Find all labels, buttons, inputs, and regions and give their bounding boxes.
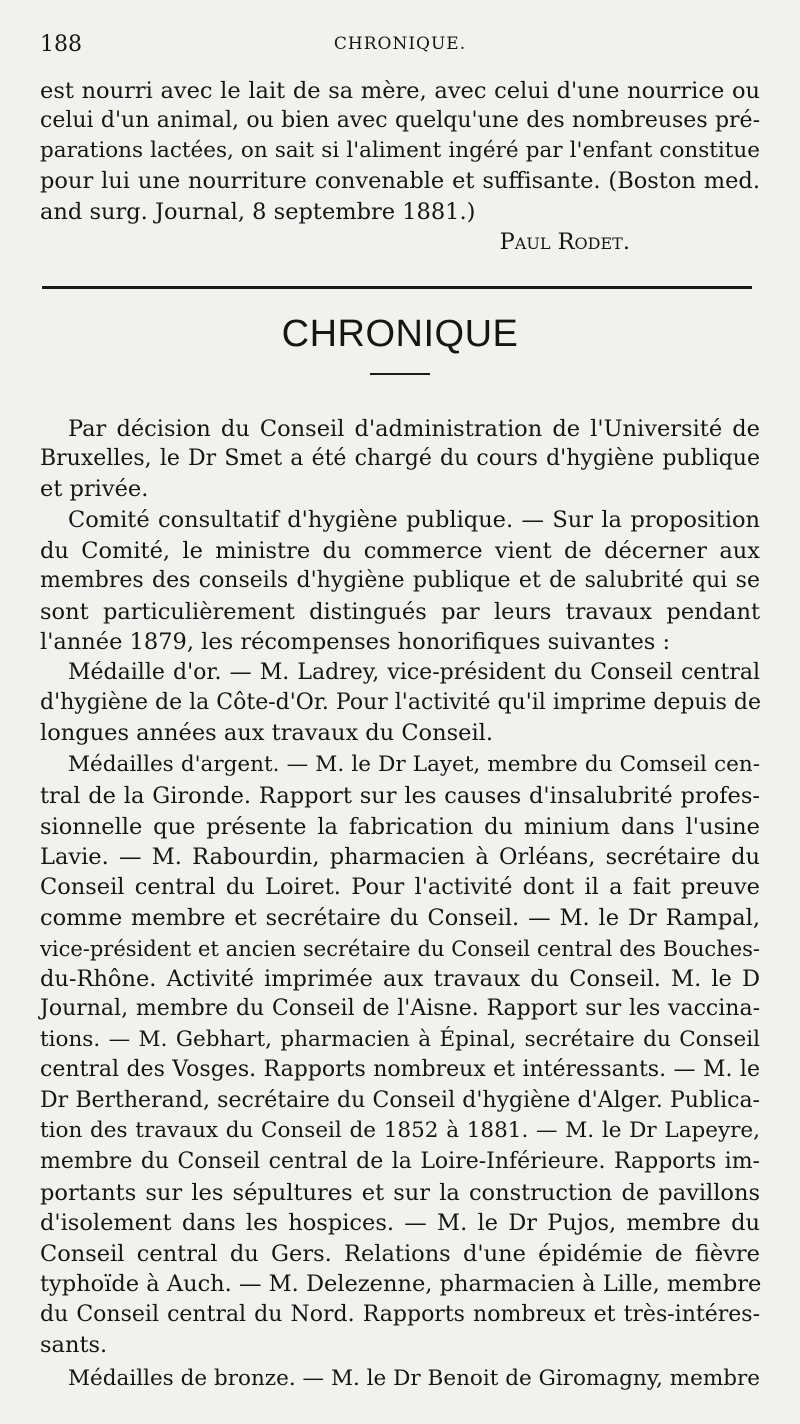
body-line: d'hygiène de la Côte-d'Or. Pour l'activité qu'il imprime depuis de (40, 690, 762, 715)
body-line: Dr Bertherand, secrétaire du Conseil d'hygiène d'Alger. Publica- (40, 1088, 760, 1113)
body-line: du Conseil central du Nord. Rapports nombreux et très-intéres- (40, 1302, 760, 1327)
body-line: typhoïde à Auch. — M. Delezenne, pharmacien à Lille, membre (40, 1271, 762, 1297)
body-line: Bruxelles, le Dr Smet a été chargé du cours d'hygiène publique (40, 446, 760, 471)
body-line: sont particulièrement distingués par leurs travaux pendant (40, 599, 760, 625)
body-line: Médailles d'argent. — M. le Dr Layet, membre du Comseil cen- (68, 752, 760, 777)
intro-line: pour lui une nourriture convenable et suffisante. (Boston med. (40, 168, 760, 194)
section-title: CHRONIQUE (281, 313, 519, 355)
intro-line: and surg. Journal, 8 septembre 1881.) (40, 199, 476, 225)
body-line: Médailles de bronze. — M. le Dr Benoit de Giromagny, membre (68, 1366, 760, 1391)
body-line: Conseil central du Loiret. Pour l'activité dont il a fait preuve (40, 874, 760, 900)
body-line: longues années aux travaux du Conseil. (40, 720, 493, 746)
body-line: tral de la Gironde. Rapport sur les causes d'insalubrité profes- (40, 783, 760, 809)
body-line: d'isolement dans les hospices. — M. le Dr Pujos, membre du (40, 1210, 760, 1236)
body-line: sants. (40, 1332, 108, 1358)
title-underline (370, 373, 430, 375)
page-number: 188 (40, 32, 82, 57)
body-line: Par décision du Conseil d'administration de l'Université de (68, 416, 760, 442)
body-line: tions. — M. Gebhart, pharmacien à Épinal, secrétaire du Conseil (40, 1027, 760, 1052)
body-line: tion des travaux du Conseil de 1852 à 1881. — M. le Dr Lapeyre, (40, 1118, 760, 1143)
body-line: du-Rhône. Activité imprimée aux travaux du Conseil. M. le D (40, 966, 760, 992)
intro-line: parations lactées, on sait si l'aliment ingéré par l'enfant constitue (40, 138, 760, 163)
running-head: CHRONIQUE. (333, 34, 467, 54)
body-line: vice-président et ancien secrétaire du Conseil central des Bouches- (40, 937, 760, 961)
body-line: l'année 1879, les récompenses honorifiques suivantes : (40, 629, 671, 655)
body-line: Lavie. — M. Rabourdin, pharmacien à Orléans, secrétaire du (40, 844, 760, 870)
body-line: et privée. (40, 476, 149, 502)
intro-line: celui d'un animal, ou bien avec quelqu'une des nombreuses pré- (40, 108, 760, 133)
section-divider (42, 286, 752, 289)
body-line: central des Vosges. Rapports nombreux et intéressants. — M. le (40, 1057, 760, 1082)
page-header (40, 32, 760, 62)
intro-line: est nourri avec le lait de sa mère, avec celui d'une nourrice ou (40, 78, 760, 104)
body-line: Médaille d'or. — M. Ladrey, vice-président du Conseil central (68, 660, 760, 685)
author-signature: Paul Rodet. (499, 229, 630, 255)
body-line: du Comité, le ministre du commerce vient de décerner aux (40, 538, 760, 564)
body-line: Conseil central du Gers. Relations d'une épidémie de fièvre (40, 1241, 760, 1267)
body-line: portants sur les sépultures et sur la construction de pavillons (40, 1180, 760, 1206)
body-line: sionnelle que présente la fabrication du minium dans l'usine (40, 814, 760, 840)
body-line: membre du Conseil central de la Loire-Inférieure. Rapports im- (40, 1149, 760, 1174)
body-line: membres des conseils d'hygiène publique et de salubrité qui se (40, 568, 760, 593)
body-line: Journal, membre du Conseil de l'Aisne. Rapport sur les vaccina- (40, 996, 760, 1021)
body-line: Comité consultatif d'hygiène publique. — Sur la proposition (68, 507, 760, 533)
body-line: comme membre et secrétaire du Conseil. — M. le Dr Rampal, (40, 905, 760, 931)
